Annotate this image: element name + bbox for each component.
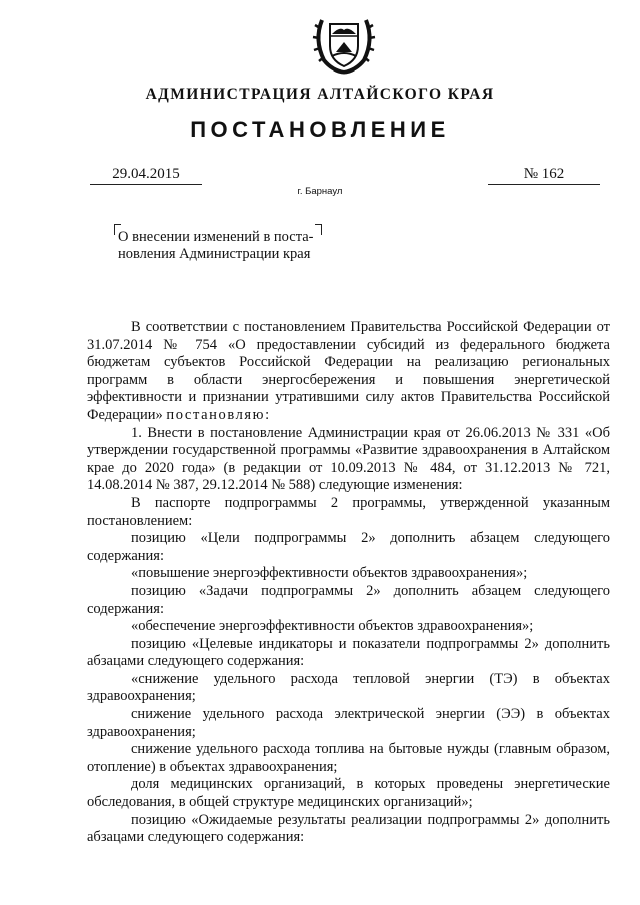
date-underline xyxy=(90,184,202,185)
paragraph-goals-position: позицию «Цели подпрограммы 2» дополнить абзацем следующего содержания: xyxy=(87,530,610,564)
resolution-keyword: постановляю: xyxy=(166,406,271,423)
preamble-paragraph xyxy=(87,319,610,425)
document-date: 29.04.2015 xyxy=(112,166,180,182)
organization-title: АДМИНИСТРАЦИЯ АЛТАЙСКОГО КРАЯ xyxy=(145,86,495,103)
paragraph-passport: В паспорте подпрограммы 2 программы, утвержденной указанным постановлением: xyxy=(87,494,610,529)
preamble-text: В соответствии с постановлением Правительства Российской Федерации от 31.07.2014 № 754 «О предоставлении субсидий из федерального бюджета бюджетам субъектов Российской Федерации на реализацию региональных программ в области энергосбережения и повышения энергетической эффективности и признании утратившими силу актов Правительства Российской Федерации» xyxy=(87,319,610,423)
subject-line-2: новления Администрации края xyxy=(118,245,311,262)
document-number: № 162 xyxy=(523,166,565,182)
coat-of-arms-icon xyxy=(310,6,378,78)
paragraph-indicator-fuel: снижение удельного расхода топлива на бытовые нужды (главным образом, отопление) в объектах здравоохранения; xyxy=(87,741,610,775)
city-label: г. Барнаул xyxy=(297,186,343,197)
paragraph-tasks-position: позицию «Задачи подпрограммы 2» дополнить абзацем следующего содержания: xyxy=(87,582,610,617)
document-subject xyxy=(118,229,328,262)
paragraph-tasks-text: «обеспечение энергоэффективности объектов здравоохранения»; xyxy=(131,618,534,635)
paragraph-goals-text: «повышение энергоэффективности объектов здравоохранения»; xyxy=(131,565,528,582)
paragraph-results-position: позицию «Ожидаемые результаты реализации подпрограммы 2» дополнить абзацами следующего содержания: xyxy=(87,811,610,846)
paragraph-indicators-position: позицию «Целевые индикаторы и показатели подпрограммы 2» дополнить абзацами следующего содержания: xyxy=(87,635,610,670)
paragraph-indicator-audits: доля медицинских организаций, в которых проведены энергетические обследования, в общей структуре медицинских организаций»; xyxy=(87,776,610,811)
paragraph-indicator-electric: снижение удельного расхода электрической энергии (ЭЭ) в объектах здравоохранения; xyxy=(87,706,610,740)
paragraph-item-1: 1. Внести в постановление Администрации края от 26.06.2013 № 331 «Об утверждении государственной программы «Развитие здравоохранения в Алтайском крае до 2020 года» (в редакции от 10.09.2013 № 484, от 31.12.2013 № 721, 14.08.2014 № 387, 29.12.2014 № 588) следующие изменения: xyxy=(87,424,610,494)
paragraph-indicator-heat: «снижение удельного расхода тепловой энергии (ТЭ) в объектах здравоохранения; xyxy=(87,670,610,705)
subject-line-1: О внесении изменений в поста- xyxy=(118,229,314,245)
document-body xyxy=(87,319,610,847)
number-underline xyxy=(488,184,600,185)
document-type-title: ПОСТАНОВЛЕНИЕ xyxy=(190,117,450,142)
